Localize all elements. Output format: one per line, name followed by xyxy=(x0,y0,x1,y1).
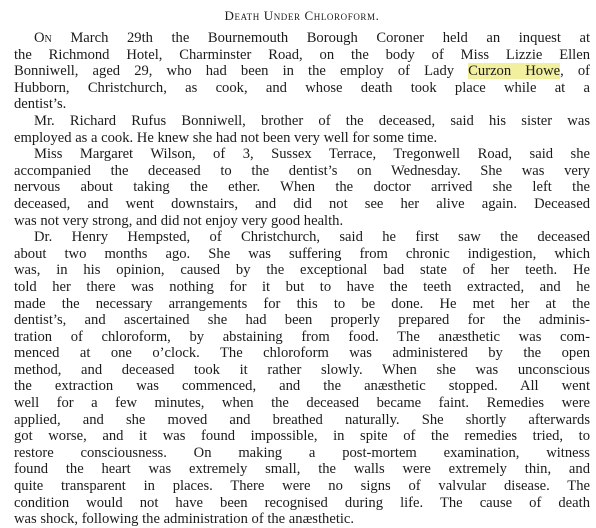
text-line: Miss Margaret Wilson, of 3, Sussex Terrace, Tregonwell Road, said she xyxy=(34,146,590,163)
highlighted-name[interactable]: Curzon Howe xyxy=(468,63,561,80)
text-line: the extraction was commenced, and the anæsthetic stopped. All went xyxy=(14,378,590,395)
text-line: dentist’s, and ascertained she had been properly prepared for the adminis- xyxy=(14,312,590,329)
text-line: dentist’s. xyxy=(14,96,67,113)
text-line: got worse, and it was found impossible, in spite of the remedies tried, to xyxy=(14,428,590,445)
text-line: made the necessary arrangements for this to be done. He met her at the xyxy=(14,295,590,312)
text-line: employed as a cook. He knew she had not been very well for some time. xyxy=(14,129,438,146)
text-line: was, in his opinion, caused by the exceptional bad state of her teeth. He xyxy=(14,262,590,279)
text-line: about two months ago. She was suffering from chronic indigestion, which xyxy=(14,245,590,262)
article-body xyxy=(14,30,590,528)
text-line: quite transparent in places. There were no signs of valvular disease. The xyxy=(14,478,590,495)
paragraph xyxy=(14,229,590,528)
text-line xyxy=(14,63,590,80)
text-line: Hubborn, Christchurch, as cook, and whose death took place while at a xyxy=(14,79,590,96)
paragraph xyxy=(14,113,590,146)
text-line: tration of chloroform, by abstaining from food. The anæsthetic was com- xyxy=(14,328,590,345)
text-line: was shock, following the administration of the anæsthetic. xyxy=(14,511,355,528)
text-line: told her there was nothing for it but to have the teeth extracted, and he xyxy=(14,278,590,295)
text-line: On March 29th the Bournemouth Borough Coroner held an inquest at xyxy=(34,30,590,46)
text-line: found the heart was extremely small, the walls were extremely thin, and xyxy=(14,461,590,478)
text-line: method, and deceased took it rather slowly. When she was unconscious xyxy=(14,361,590,378)
article-title: Death Under Chloroform. xyxy=(224,8,380,23)
text-segment: , of xyxy=(560,63,590,80)
text-line: the Richmond Hotel, Charminster Road, on the body of Miss Lizzie Ellen xyxy=(14,46,590,63)
text-line: nervous about taking the ether. When the doctor arrived she left the xyxy=(14,179,590,196)
text-line: accompanied the deceased to the dentist’s on Wednesday. She was very xyxy=(14,162,590,179)
text-line: menced at one o’clock. The chloroform was administered by the open xyxy=(14,345,590,362)
text-line: restore consciousness. On making a post-mortem examination, witness xyxy=(14,444,590,461)
text-line: condition would not have been recognised during life. The cause of death xyxy=(14,494,590,511)
text-segment: Bonniwell, aged 29, who had been in the employ of Lady xyxy=(14,63,469,80)
text-line: was not very strong, and did not enjoy very good health. xyxy=(14,212,344,229)
text-line: Dr. Henry Hempsted, of Christchurch, said he first saw the deceased xyxy=(34,229,590,246)
text-line: applied, and she moved and breathed naturally. She shortly afterwards xyxy=(14,411,590,428)
text-line: Mr. Richard Rufus Bonniwell, brother of the deceased, said his sister was xyxy=(34,112,590,129)
paragraph xyxy=(14,146,590,229)
lead-word: On xyxy=(34,30,52,46)
text-line: well for a few minutes, when the deceased became faint. Remedies were xyxy=(14,395,590,412)
text-line: deceased, and went downstairs, and did not see her alive again. Deceased xyxy=(14,195,590,212)
paragraph xyxy=(14,30,590,113)
